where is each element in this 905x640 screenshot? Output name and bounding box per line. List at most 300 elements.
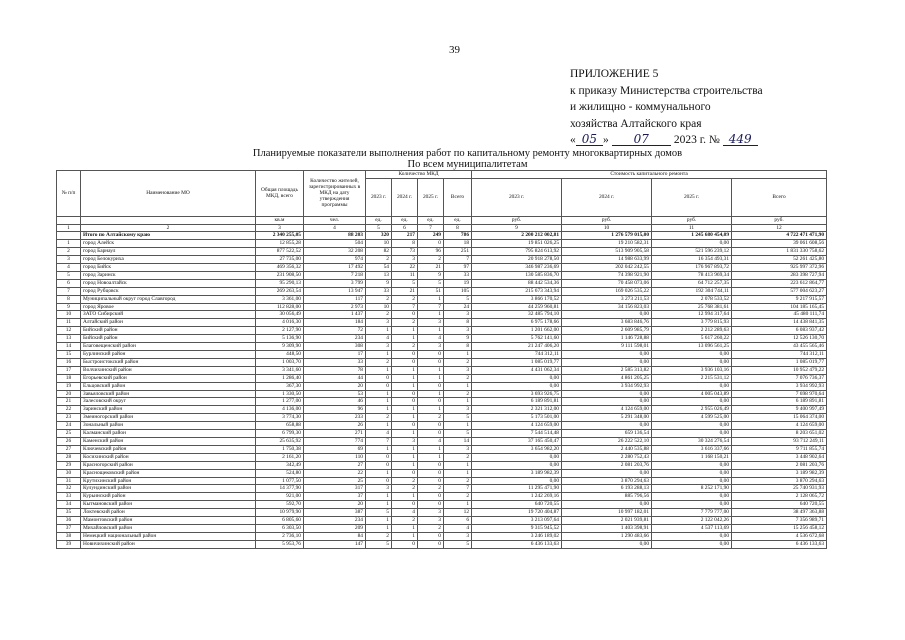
cell-value: 0,00 [562, 311, 652, 319]
cell-number: 1 [57, 240, 81, 248]
cell-value: 130 585 836,70 [472, 271, 562, 279]
table-row [57, 477, 827, 485]
cell-value: 3 779 815,93 [652, 319, 732, 327]
cell-value: 22 [392, 264, 418, 272]
cell-value: 2 122 042,26 [652, 517, 732, 525]
cell-value: 44 259 960,81 [472, 303, 562, 311]
cell-value: 5 762 141,60 [472, 335, 562, 343]
cell-value: 0 [418, 358, 444, 366]
cell-value: 0,00 [472, 382, 562, 390]
cell-value: 0,00 [652, 461, 732, 469]
cell-municipality: город Белокуриха [81, 256, 256, 264]
cell-value: 0 [418, 398, 444, 406]
cell-value: 3 [418, 517, 444, 525]
cell-value: 1 003,70 [256, 358, 304, 366]
order-month: 07 [612, 133, 671, 146]
cell-value: 1 146 728,88 [562, 335, 652, 343]
cell-value: 0,00 [652, 469, 732, 477]
cell-value: 12 [444, 509, 472, 517]
cell-municipality: Заринский район [81, 406, 256, 414]
cell-number: 31 [57, 477, 81, 485]
appendix-title: ПРИЛОЖЕНИЕ 5 [570, 68, 659, 80]
cell-value: 3 361,00 [256, 295, 304, 303]
cell-value: 3 [444, 366, 472, 374]
cell-value: 1 [392, 335, 418, 343]
cell-municipality: Бийский район [81, 335, 256, 343]
cell-value: 33 [366, 287, 392, 295]
cell-value: 14 [444, 437, 472, 445]
table-body [57, 216, 827, 548]
cell-value: 6 189 891,81 [732, 398, 827, 406]
cell-value: 3 616 337,66 [652, 445, 732, 453]
cell-value: 1 [392, 524, 418, 532]
cell-value: 3 [444, 311, 472, 319]
cell-value: 7 [418, 224, 444, 232]
table-row [57, 295, 827, 303]
cell-number: 3 [57, 256, 81, 264]
cell-value: 2 [418, 414, 444, 422]
cell-value: 2 609 985,79 [562, 327, 652, 335]
cell-value: 12 [732, 224, 827, 232]
table-row [57, 240, 827, 248]
cell-municipality: Бийский район [81, 327, 256, 335]
cell-value: 70 458 073,06 [562, 279, 652, 287]
cell-value: 234 [304, 517, 366, 525]
cell-value: 1 168 150,21 [652, 453, 732, 461]
cell-value: кв.м [256, 216, 304, 224]
cell-value: 1 085 019,77 [732, 358, 827, 366]
cell-value: 2 215 531,12 [652, 374, 732, 382]
cell-value: 1 [366, 493, 392, 501]
cell-number: 23 [57, 414, 81, 422]
cell-value: 2 128 065,72 [732, 493, 827, 501]
cell-value: 5 [366, 509, 392, 517]
cell-value: 2 [392, 485, 418, 493]
cell-value: 2 161,20 [256, 453, 304, 461]
cell-value: 1 831 330 758,62 [732, 248, 827, 256]
cell-value: 1 330,50 [256, 390, 304, 398]
appendix-line-4: хозяйства Алтайского края [570, 117, 702, 130]
cell-value: 3 [418, 319, 444, 327]
col-header-mkd-2024: 2024 г. [392, 178, 418, 216]
cell-value: 52 261 425,80 [732, 256, 827, 264]
cell-value: 0 [418, 461, 444, 469]
cell-value: 69 [304, 445, 366, 453]
cell-value: 184 [304, 319, 366, 327]
cell-value: 1 [444, 422, 472, 430]
cell-value: 3 683 846,76 [562, 319, 652, 327]
cell-value: 6 [444, 517, 472, 525]
cell-value: 249 [418, 232, 444, 240]
cell-value: 12 994 317,64 [652, 311, 732, 319]
cell-value: 33 [304, 358, 366, 366]
cell-value: 1 [366, 327, 392, 335]
cell-value: 3 246 189,02 [472, 532, 562, 540]
cell-value: 320 [366, 232, 392, 240]
cell-value: 3 [256, 224, 304, 232]
table-row [57, 469, 827, 477]
cell-value: 5 [392, 279, 418, 287]
cell-value: 21 247 406,20 [472, 343, 562, 351]
cell-value: 1 [366, 422, 392, 430]
cell-value: 9 [366, 279, 392, 287]
cell-municipality: Калманский район [81, 430, 256, 438]
cell-value: 0,00 [562, 422, 652, 430]
cell-value: 1 [392, 532, 418, 540]
cell-municipality [81, 216, 256, 224]
col-header-cost-total: Всего [732, 178, 827, 216]
appendix-line-2: к приказу Министерства строительства [570, 84, 763, 97]
cell-value: 37 165 450,47 [472, 437, 562, 445]
cell-value: 513 909 905,58 [562, 248, 652, 256]
cell-value: 659 136,54 [562, 430, 652, 438]
document-subtitle: По всем муниципалитетам [407, 159, 528, 170]
cell-value: 1 [366, 351, 392, 359]
cell-value: 2 [392, 295, 418, 303]
cell-value: 1 [418, 311, 444, 319]
cell-value: 0,00 [562, 469, 652, 477]
cell-value: 0,00 [652, 240, 732, 248]
cell-value: 0 [418, 382, 444, 390]
cell-value: 0,00 [652, 398, 732, 406]
cell-value: 3 189 982,39 [472, 469, 562, 477]
cell-value: 283 398 727,94 [732, 271, 827, 279]
cell-value: 21 [392, 287, 418, 295]
cell-value: 24 [444, 303, 472, 311]
table-row [57, 414, 827, 422]
cell-value: 795 824 613,92 [472, 248, 562, 256]
cell-value: 10 979,90 [256, 509, 304, 517]
cell-number: 13 [57, 335, 81, 343]
cell-value: 7 779 777,00 [652, 509, 732, 517]
cell-number: 34 [57, 501, 81, 509]
cell-municipality: Зональный район [81, 422, 256, 430]
cell-value: 4 536 672,68 [732, 532, 827, 540]
cell-value: 9 711 855,74 [732, 445, 827, 453]
col-header-mkd-2023: 2023 г. [366, 178, 392, 216]
cell-value: 4 [366, 335, 392, 343]
cell-value: 5 [444, 540, 472, 548]
cell-value: 7 [366, 437, 392, 445]
cell-value: 3 [444, 445, 472, 453]
cell-value: 9 111 598,01 [562, 343, 652, 351]
cell-value: 10 [562, 224, 652, 232]
cell-value: 0 [418, 240, 444, 248]
cell-value: 1 [366, 469, 392, 477]
cell-value: 9 [472, 224, 562, 232]
cell-value: 2 [392, 343, 418, 351]
cell-municipality: Ключевский район [81, 445, 256, 453]
cell-municipality: город Новоалтайск [81, 279, 256, 287]
cell-value: 16 354 493,31 [652, 256, 732, 264]
cell-value: 1 [444, 351, 472, 359]
order-day: 05 [576, 133, 603, 146]
cell-value: 6 189 891,81 [472, 398, 562, 406]
cell-value: 0 [366, 382, 392, 390]
cell-value: 6 799,30 [256, 430, 304, 438]
cell-municipality: город Бийск [81, 264, 256, 272]
cell-value: 4 [392, 509, 418, 517]
cell-value: 0 [392, 351, 418, 359]
cell-value: 1 [444, 461, 472, 469]
cell-value: 3 [444, 406, 472, 414]
cell-value: 1 [392, 445, 418, 453]
cell-value: 11 [652, 224, 732, 232]
cell-value: 10 952 479,22 [732, 366, 827, 374]
cell-value: ед. [366, 216, 392, 224]
table-row [57, 406, 827, 414]
cell-value: руб. [562, 216, 652, 224]
open-quote: « [570, 134, 576, 146]
cell-value: 2 [366, 311, 392, 319]
cell-value: 25 [304, 477, 366, 485]
cell-value: 3 [392, 437, 418, 445]
table-row [57, 445, 827, 453]
cell-municipality: Муниципальный округ город Славгород [81, 295, 256, 303]
cell-value: 25 740 931,93 [732, 485, 827, 493]
cell-value: 17 492 [304, 264, 366, 272]
cell-value: 6 303,50 [256, 524, 304, 532]
cell-value: 521 596 239,12 [652, 248, 732, 256]
cell-value: 317 [304, 485, 366, 493]
cell-value: 1 276 579 015,00 [562, 232, 652, 240]
cell-value: 147 [304, 540, 366, 548]
cell-value: 9 315 945,52 [472, 524, 562, 532]
table-row [57, 422, 827, 430]
cell-value: 209 [304, 524, 366, 532]
cell-value: 96 [418, 248, 444, 256]
cell-value: 15 064 374,00 [732, 414, 827, 422]
total-row [57, 232, 827, 240]
cell-number: 21 [57, 398, 81, 406]
col-header-mo: Наименование МО [81, 171, 256, 217]
cell-value: 84 [304, 532, 366, 540]
cell-value: 1 [444, 382, 472, 390]
cell-value: 0 [366, 477, 392, 485]
cell-value: 774 [304, 437, 366, 445]
cell-value: 4 136,00 [256, 406, 304, 414]
table-row [57, 271, 827, 279]
cell-value: 2 021 939,81 [562, 517, 652, 525]
cell-value: 8 [444, 343, 472, 351]
cell-value: 0 [392, 390, 418, 398]
cell-value: 1 [366, 398, 392, 406]
cell-municipality: Благовещенский район [81, 343, 256, 351]
cell-municipality: Крутихинский район [81, 477, 256, 485]
cell-municipality: город Алейск [81, 240, 256, 248]
cell-value: 3 [418, 343, 444, 351]
cell-value: 658,88 [256, 422, 304, 430]
cell-value: 1 [444, 501, 472, 509]
cell-value: 22 [304, 469, 366, 477]
col-header-num: № п/п [57, 171, 81, 217]
cell-value: 1 [418, 295, 444, 303]
cell-number: 15 [57, 351, 81, 359]
table-row [57, 382, 827, 390]
cell-number: 11 [57, 319, 81, 327]
cell-value: 877 522,52 [256, 248, 304, 256]
cell-value: 34 156 823,03 [562, 303, 652, 311]
cell-value: 4 124 659,00 [732, 422, 827, 430]
cell-municipality: Ельцовский район [81, 382, 256, 390]
cell-value: 885 796,56 [562, 493, 652, 501]
cell-value: 11 [392, 271, 418, 279]
cell-value: 3 774,30 [256, 414, 304, 422]
cell-value: 974 [304, 256, 366, 264]
cell-number: 9 [57, 303, 81, 311]
cell-value: 2 [444, 493, 472, 501]
cell-value: 0,00 [652, 532, 732, 540]
table-row [57, 485, 827, 493]
cell-value: 0 [418, 430, 444, 438]
cell-municipality: Егорьевский район [81, 374, 256, 382]
cell-value: 0,00 [472, 453, 562, 461]
cell-value: 117 [304, 295, 366, 303]
cell-value: 3 448 902,64 [732, 453, 827, 461]
cell-value: 0 [392, 311, 418, 319]
col-header-cost-2023: 2023 г. [472, 178, 562, 216]
cell-value: 0 [366, 374, 392, 382]
cell-value: 43 455 565,46 [732, 343, 827, 351]
cell-value: 17 [304, 351, 366, 359]
cell-value: 3 [418, 509, 444, 517]
cell-value: 0 [366, 453, 392, 461]
cell-value: 0,00 [562, 351, 652, 359]
cell-value: 10 [366, 240, 392, 248]
cell-value: 37 [304, 493, 366, 501]
column-numbers-row [57, 224, 827, 232]
cell-value: 1 [392, 453, 418, 461]
cell-value: 7 218 [304, 271, 366, 279]
cell-municipality: Волчихинский район [81, 366, 256, 374]
cell-value: 20 918 278,50 [472, 256, 562, 264]
cell-municipality: Курьинский район [81, 493, 256, 501]
cell-value: 9 217 915,57 [732, 295, 827, 303]
cell-value: 44 [304, 374, 366, 382]
cell-value: 4 431 062,34 [472, 366, 562, 374]
table-row [57, 303, 827, 311]
cell-value: 3 341,60 [256, 366, 304, 374]
cell-value: ед. [444, 216, 472, 224]
cell-municipality: город Рубцовск [81, 287, 256, 295]
cell-municipality: Мамонтовский район [81, 517, 256, 525]
cell-municipality: Немецкий национальный район [81, 532, 256, 540]
cell-value: 1 077,50 [256, 477, 304, 485]
col-header-cost-2025: 2025 г. [652, 178, 732, 216]
cell-value: 0 [418, 540, 444, 548]
cell-value: 2 081 203,76 [562, 461, 652, 469]
cell-value: 640 720,55 [732, 501, 827, 509]
cell-value: 233 [304, 414, 366, 422]
cell-value: 4 861 205,25 [562, 374, 652, 382]
cell-value: 1 750,38 [256, 445, 304, 453]
cell-value: 9 [444, 335, 472, 343]
cell-value: 0 [418, 501, 444, 509]
cell-value: 104 185 165,45 [732, 303, 827, 311]
cell-value: 3 866 170,52 [472, 295, 562, 303]
cell-value: 0,00 [562, 501, 652, 509]
cell-value: 2 440 535,88 [562, 445, 652, 453]
cell-value: 2 955 026,49 [652, 406, 732, 414]
cell-value: 0,00 [652, 422, 732, 430]
cell-value: 2 [392, 319, 418, 327]
cell-value: 0,00 [472, 461, 562, 469]
cell-value: 20 [304, 501, 366, 509]
cell-value: 2 340 255,05 [256, 232, 304, 240]
cell-value: чел. [304, 216, 366, 224]
cell-value: 10 997 182,01 [562, 509, 652, 517]
cell-value: 9 400 997,49 [732, 406, 827, 414]
cell-value: 215 673 343,94 [472, 287, 562, 295]
cell-value: 19 [444, 279, 472, 287]
col-group-cost: Стоимость капитального ремонта [472, 171, 827, 179]
cell-value: руб. [472, 216, 562, 224]
table-row [57, 335, 827, 343]
table-row [57, 437, 827, 445]
cell-value: 5 [418, 279, 444, 287]
cell-value: 20 [304, 382, 366, 390]
cell-value: 46 [304, 398, 366, 406]
cell-value: 5 [444, 295, 472, 303]
cell-value: 51 [418, 287, 444, 295]
cell-value: 1 [418, 406, 444, 414]
cell-value: 3 [392, 256, 418, 264]
cell-value: 387 [304, 509, 366, 517]
cell-value: 271 [304, 430, 366, 438]
cell-value: 30 056,49 [256, 311, 304, 319]
cell-value: 4 016,30 [256, 319, 304, 327]
cell-municipality: Краснощековский район [81, 469, 256, 477]
cell-value: 0,00 [562, 390, 652, 398]
cell-municipality: 2 [81, 224, 256, 232]
cell-number: 4 [57, 264, 81, 272]
cell-value: 3 [366, 343, 392, 351]
cell-value: 14 988 633,99 [562, 256, 652, 264]
order-number: 449 [723, 133, 758, 146]
cell-value: 45 480 111,74 [732, 311, 827, 319]
cell-municipality: город Барнаул [81, 248, 256, 256]
cell-value: 577 004 623,27 [732, 287, 827, 295]
cell-number: 18 [57, 374, 81, 382]
cell-value: 1 [366, 524, 392, 532]
cell-value: 2 [418, 485, 444, 493]
table-row [57, 366, 827, 374]
cell-value: 1 [418, 374, 444, 382]
cell-value: 1 [392, 382, 418, 390]
cell-number: 35 [57, 509, 81, 517]
cell-value: 1 242 269,16 [472, 493, 562, 501]
cell-value: 1 [366, 366, 392, 374]
cell-value: 0 [392, 422, 418, 430]
cell-value: 30 324 276,54 [652, 437, 732, 445]
cell-value: 3 213 097,64 [472, 517, 562, 525]
table-row [57, 264, 827, 272]
cell-value: 1 [418, 390, 444, 398]
order-date-line [570, 132, 870, 149]
cell-value: 921,00 [256, 493, 304, 501]
cell-value: 169 026 535,22 [562, 287, 652, 295]
cell-value: 11 295 471,90 [472, 485, 562, 493]
col-header-area: Общая площадь МКД, всего [256, 171, 304, 217]
page-number: 39 [449, 44, 460, 56]
col-group-mkd: Количество МКД [366, 171, 472, 179]
cell-value: 2 081 203,76 [732, 461, 827, 469]
table-row [57, 493, 827, 501]
cell-value: 592,70 [256, 501, 304, 509]
cell-number: 27 [57, 445, 81, 453]
cell-value: 13 096 561,25 [652, 343, 732, 351]
cell-value: 3 654 982,20 [472, 445, 562, 453]
